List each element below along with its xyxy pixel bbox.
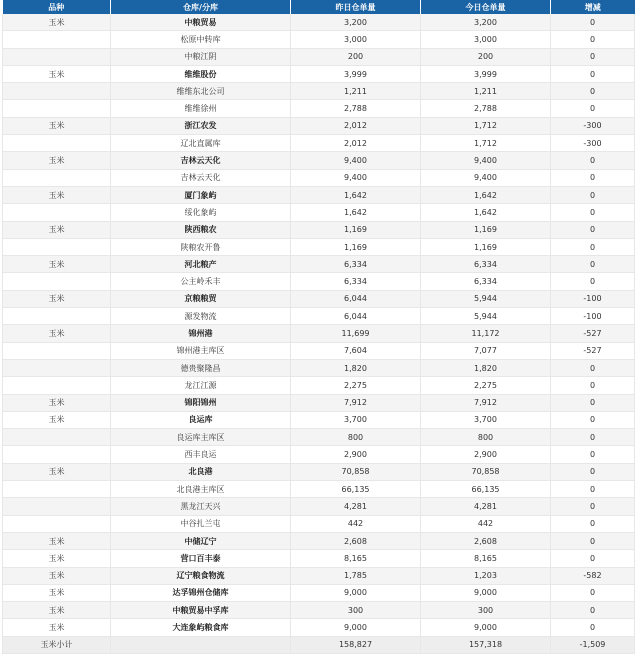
warehouse-cell: 达孚锦州仓储库 <box>111 584 291 601</box>
change-cell: -100 <box>551 290 635 307</box>
warehouse-cell: 松原中转库 <box>111 31 291 48</box>
variety-cell: 玉米 <box>3 602 111 619</box>
change-cell: 0 <box>551 515 635 532</box>
table-row <box>3 377 635 394</box>
change-cell: -100 <box>551 308 635 325</box>
variety-cell <box>3 169 111 186</box>
table-row <box>3 14 635 31</box>
change-cell: 0 <box>551 186 635 203</box>
variety-cell: 玉米 <box>3 256 111 273</box>
warehouse-cell: 龙江江源 <box>111 377 291 394</box>
header-prev-volume: 昨日仓单量 <box>291 0 421 14</box>
table-row <box>3 186 635 203</box>
today-volume-cell: 2,900 <box>421 446 551 463</box>
variety-cell: 玉米 <box>3 411 111 428</box>
variety-cell <box>3 273 111 290</box>
warehouse-cell: 黑龙江天兴 <box>111 498 291 515</box>
prev-volume-cell: 3,200 <box>291 14 421 31</box>
today-volume-cell: 6,334 <box>421 256 551 273</box>
variety-cell: 玉米 <box>3 550 111 567</box>
today-volume-cell: 5,944 <box>421 290 551 307</box>
warehouse-cell: 中粮贸易中孚库 <box>111 602 291 619</box>
prev-volume-cell: 1,820 <box>291 359 421 376</box>
today-volume-cell: 7,912 <box>421 394 551 411</box>
change-cell: 0 <box>551 377 635 394</box>
warehouse-cell: 锦阳锦州 <box>111 394 291 411</box>
change-cell: -300 <box>551 117 635 134</box>
prev-volume-cell: 1,642 <box>291 204 421 221</box>
today-volume-cell: 6,334 <box>421 273 551 290</box>
table-row <box>3 429 635 446</box>
change-cell: -527 <box>551 342 635 359</box>
prev-volume-cell: 2,012 <box>291 117 421 134</box>
total-change: -1,509 <box>551 636 635 653</box>
prev-volume-cell: 6,334 <box>291 273 421 290</box>
today-volume-cell: 1,211 <box>421 83 551 100</box>
table-row <box>3 550 635 567</box>
change-cell: 0 <box>551 411 635 428</box>
warehouse-cell: 吉林云天化 <box>111 152 291 169</box>
warehouse-cell: 中粮江阴 <box>111 48 291 65</box>
table-row <box>3 325 635 342</box>
warehouse-cell: 维维东北公司 <box>111 83 291 100</box>
today-volume-cell: 1,712 <box>421 135 551 152</box>
prev-volume-cell: 1,211 <box>291 83 421 100</box>
today-volume-cell: 1,203 <box>421 567 551 584</box>
change-cell: 0 <box>551 619 635 636</box>
table-body <box>3 14 635 653</box>
table-row <box>3 359 635 376</box>
prev-volume-cell: 2,275 <box>291 377 421 394</box>
prev-volume-cell: 1,785 <box>291 567 421 584</box>
variety-cell: 玉米 <box>3 567 111 584</box>
table-row <box>3 100 635 117</box>
today-volume-cell: 66,135 <box>421 481 551 498</box>
change-cell: 0 <box>551 463 635 480</box>
table-row <box>3 567 635 584</box>
table-row <box>3 342 635 359</box>
variety-cell <box>3 135 111 152</box>
table-row <box>3 204 635 221</box>
prev-volume-cell: 6,044 <box>291 308 421 325</box>
today-volume-cell: 5,944 <box>421 308 551 325</box>
warehouse-cell: 京粮粮贸 <box>111 290 291 307</box>
change-cell: 0 <box>551 359 635 376</box>
total-prev: 158,827 <box>291 636 421 653</box>
warehouse-cell: 北良港主库区 <box>111 481 291 498</box>
table-row <box>3 602 635 619</box>
variety-cell <box>3 429 111 446</box>
warehouse-cell: 中储辽宁 <box>111 532 291 549</box>
today-volume-cell: 1,169 <box>421 238 551 255</box>
today-volume-cell: 442 <box>421 515 551 532</box>
today-volume-cell: 1,642 <box>421 204 551 221</box>
variety-cell <box>3 308 111 325</box>
today-volume-cell: 3,000 <box>421 31 551 48</box>
warehouse-cell: 中谷扎兰屯 <box>111 515 291 532</box>
header-variety: 品种 <box>3 0 111 14</box>
warehouse-cell: 源发物流 <box>111 308 291 325</box>
table-row <box>3 117 635 134</box>
change-cell: 0 <box>551 238 635 255</box>
change-cell: 0 <box>551 498 635 515</box>
header-today-volume: 今日仓单量 <box>421 0 551 14</box>
warehouse-cell: 良运库主库区 <box>111 429 291 446</box>
table-row <box>3 290 635 307</box>
warehouse-cell: 辽宁粮食物流 <box>111 567 291 584</box>
warehouse-cell: 德贵聚隆昌 <box>111 359 291 376</box>
prev-volume-cell: 70,858 <box>291 463 421 480</box>
variety-cell: 玉米 <box>3 463 111 480</box>
today-volume-cell: 8,165 <box>421 550 551 567</box>
prev-volume-cell: 1,642 <box>291 186 421 203</box>
warehouse-cell: 锦州港主库区 <box>111 342 291 359</box>
today-volume-cell: 4,281 <box>421 498 551 515</box>
change-cell: -300 <box>551 135 635 152</box>
total-row <box>3 636 635 653</box>
prev-volume-cell: 2,900 <box>291 446 421 463</box>
today-volume-cell: 1,642 <box>421 186 551 203</box>
warehouse-receipt-table <box>2 0 635 654</box>
prev-volume-cell: 9,000 <box>291 619 421 636</box>
change-cell: 0 <box>551 446 635 463</box>
today-volume-cell: 2,275 <box>421 377 551 394</box>
today-volume-cell: 1,169 <box>421 221 551 238</box>
today-volume-cell: 3,200 <box>421 14 551 31</box>
variety-cell: 玉米 <box>3 584 111 601</box>
variety-cell <box>3 515 111 532</box>
variety-cell: 玉米 <box>3 221 111 238</box>
change-cell: 0 <box>551 221 635 238</box>
variety-cell: 玉米 <box>3 619 111 636</box>
warehouse-cell: 陕粮农开鲁 <box>111 238 291 255</box>
table-row <box>3 308 635 325</box>
prev-volume-cell: 200 <box>291 48 421 65</box>
prev-volume-cell: 7,912 <box>291 394 421 411</box>
prev-volume-cell: 300 <box>291 602 421 619</box>
variety-cell <box>3 359 111 376</box>
today-volume-cell: 1,712 <box>421 117 551 134</box>
total-warehouse-cell <box>111 636 291 653</box>
table-row <box>3 135 635 152</box>
prev-volume-cell: 3,999 <box>291 65 421 82</box>
change-cell: 0 <box>551 48 635 65</box>
total-label: 玉米小计 <box>3 636 111 653</box>
variety-cell <box>3 342 111 359</box>
table-row <box>3 463 635 480</box>
variety-cell: 玉米 <box>3 394 111 411</box>
variety-cell: 玉米 <box>3 14 111 31</box>
prev-volume-cell: 66,135 <box>291 481 421 498</box>
today-volume-cell: 2,788 <box>421 100 551 117</box>
warehouse-cell: 浙江农发 <box>111 117 291 134</box>
prev-volume-cell: 11,699 <box>291 325 421 342</box>
change-cell: -582 <box>551 567 635 584</box>
table-row <box>3 152 635 169</box>
warehouse-cell: 北良港 <box>111 463 291 480</box>
prev-volume-cell: 1,169 <box>291 221 421 238</box>
prev-volume-cell: 4,281 <box>291 498 421 515</box>
variety-cell <box>3 31 111 48</box>
today-volume-cell: 2,608 <box>421 532 551 549</box>
prev-volume-cell: 9,400 <box>291 169 421 186</box>
variety-cell <box>3 100 111 117</box>
change-cell: 0 <box>551 14 635 31</box>
warehouse-cell: 锦州港 <box>111 325 291 342</box>
variety-cell: 玉米 <box>3 186 111 203</box>
table-row <box>3 619 635 636</box>
variety-cell: 玉米 <box>3 290 111 307</box>
today-volume-cell: 9,400 <box>421 169 551 186</box>
prev-volume-cell: 2,012 <box>291 135 421 152</box>
warehouse-cell: 厦门象屿 <box>111 186 291 203</box>
header-change: 增减 <box>551 0 635 14</box>
change-cell: 0 <box>551 65 635 82</box>
prev-volume-cell: 9,400 <box>291 152 421 169</box>
today-volume-cell: 70,858 <box>421 463 551 480</box>
prev-volume-cell: 8,165 <box>291 550 421 567</box>
variety-cell: 玉米 <box>3 325 111 342</box>
table-row <box>3 238 635 255</box>
warehouse-cell: 陕西粮农 <box>111 221 291 238</box>
table-row <box>3 498 635 515</box>
table-row <box>3 394 635 411</box>
table-row <box>3 515 635 532</box>
variety-cell: 玉米 <box>3 152 111 169</box>
prev-volume-cell: 6,334 <box>291 256 421 273</box>
today-volume-cell: 800 <box>421 429 551 446</box>
prev-volume-cell: 6,044 <box>291 290 421 307</box>
change-cell: 0 <box>551 481 635 498</box>
warehouse-cell: 大连象屿粮食库 <box>111 619 291 636</box>
change-cell: 0 <box>551 550 635 567</box>
today-volume-cell: 9,000 <box>421 619 551 636</box>
variety-cell <box>3 446 111 463</box>
variety-cell: 玉米 <box>3 65 111 82</box>
warehouse-cell: 吉林云天化 <box>111 169 291 186</box>
change-cell: 0 <box>551 273 635 290</box>
variety-cell: 玉米 <box>3 532 111 549</box>
change-cell: 0 <box>551 602 635 619</box>
today-volume-cell: 9,400 <box>421 152 551 169</box>
today-volume-cell: 9,000 <box>421 584 551 601</box>
table-row <box>3 256 635 273</box>
variety-cell <box>3 498 111 515</box>
total-today: 157,318 <box>421 636 551 653</box>
table-row <box>3 83 635 100</box>
change-cell: 0 <box>551 204 635 221</box>
warehouse-cell: 中粮贸易 <box>111 14 291 31</box>
prev-volume-cell: 1,169 <box>291 238 421 255</box>
warehouse-cell: 营口百丰泰 <box>111 550 291 567</box>
table-row <box>3 446 635 463</box>
today-volume-cell: 1,820 <box>421 359 551 376</box>
table-row <box>3 65 635 82</box>
table-row <box>3 481 635 498</box>
warehouse-cell: 公主岭禾丰 <box>111 273 291 290</box>
variety-cell <box>3 48 111 65</box>
change-cell: 0 <box>551 256 635 273</box>
today-volume-cell: 3,999 <box>421 65 551 82</box>
prev-volume-cell: 442 <box>291 515 421 532</box>
change-cell: 0 <box>551 169 635 186</box>
today-volume-cell: 200 <box>421 48 551 65</box>
table-row <box>3 273 635 290</box>
warehouse-cell: 良运库 <box>111 411 291 428</box>
today-volume-cell: 7,077 <box>421 342 551 359</box>
variety-cell: 玉米 <box>3 117 111 134</box>
variety-cell <box>3 238 111 255</box>
table-row <box>3 48 635 65</box>
change-cell: 0 <box>551 532 635 549</box>
warehouse-cell: 辽北直属库 <box>111 135 291 152</box>
warehouse-cell: 维维股份 <box>111 65 291 82</box>
table-row <box>3 532 635 549</box>
prev-volume-cell: 3,700 <box>291 411 421 428</box>
table-row <box>3 411 635 428</box>
prev-volume-cell: 800 <box>291 429 421 446</box>
prev-volume-cell: 3,000 <box>291 31 421 48</box>
table-row <box>3 31 635 48</box>
change-cell: 0 <box>551 31 635 48</box>
table-header-row <box>3 0 635 14</box>
warehouse-cell: 绥化象屿 <box>111 204 291 221</box>
variety-cell <box>3 377 111 394</box>
change-cell: 0 <box>551 100 635 117</box>
table-row <box>3 221 635 238</box>
change-cell: 0 <box>551 584 635 601</box>
change-cell: 0 <box>551 83 635 100</box>
prev-volume-cell: 2,788 <box>291 100 421 117</box>
change-cell: -527 <box>551 325 635 342</box>
prev-volume-cell: 9,000 <box>291 584 421 601</box>
change-cell: 0 <box>551 152 635 169</box>
prev-volume-cell: 2,608 <box>291 532 421 549</box>
today-volume-cell: 300 <box>421 602 551 619</box>
header-warehouse: 仓库/分库 <box>111 0 291 14</box>
table-row <box>3 169 635 186</box>
warehouse-cell: 河北粮产 <box>111 256 291 273</box>
change-cell: 0 <box>551 394 635 411</box>
warehouse-cell: 维维徐州 <box>111 100 291 117</box>
variety-cell <box>3 204 111 221</box>
prev-volume-cell: 7,604 <box>291 342 421 359</box>
table-row <box>3 584 635 601</box>
variety-cell <box>3 83 111 100</box>
change-cell: 0 <box>551 429 635 446</box>
today-volume-cell: 3,700 <box>421 411 551 428</box>
warehouse-cell: 西丰良运 <box>111 446 291 463</box>
today-volume-cell: 11,172 <box>421 325 551 342</box>
variety-cell <box>3 481 111 498</box>
